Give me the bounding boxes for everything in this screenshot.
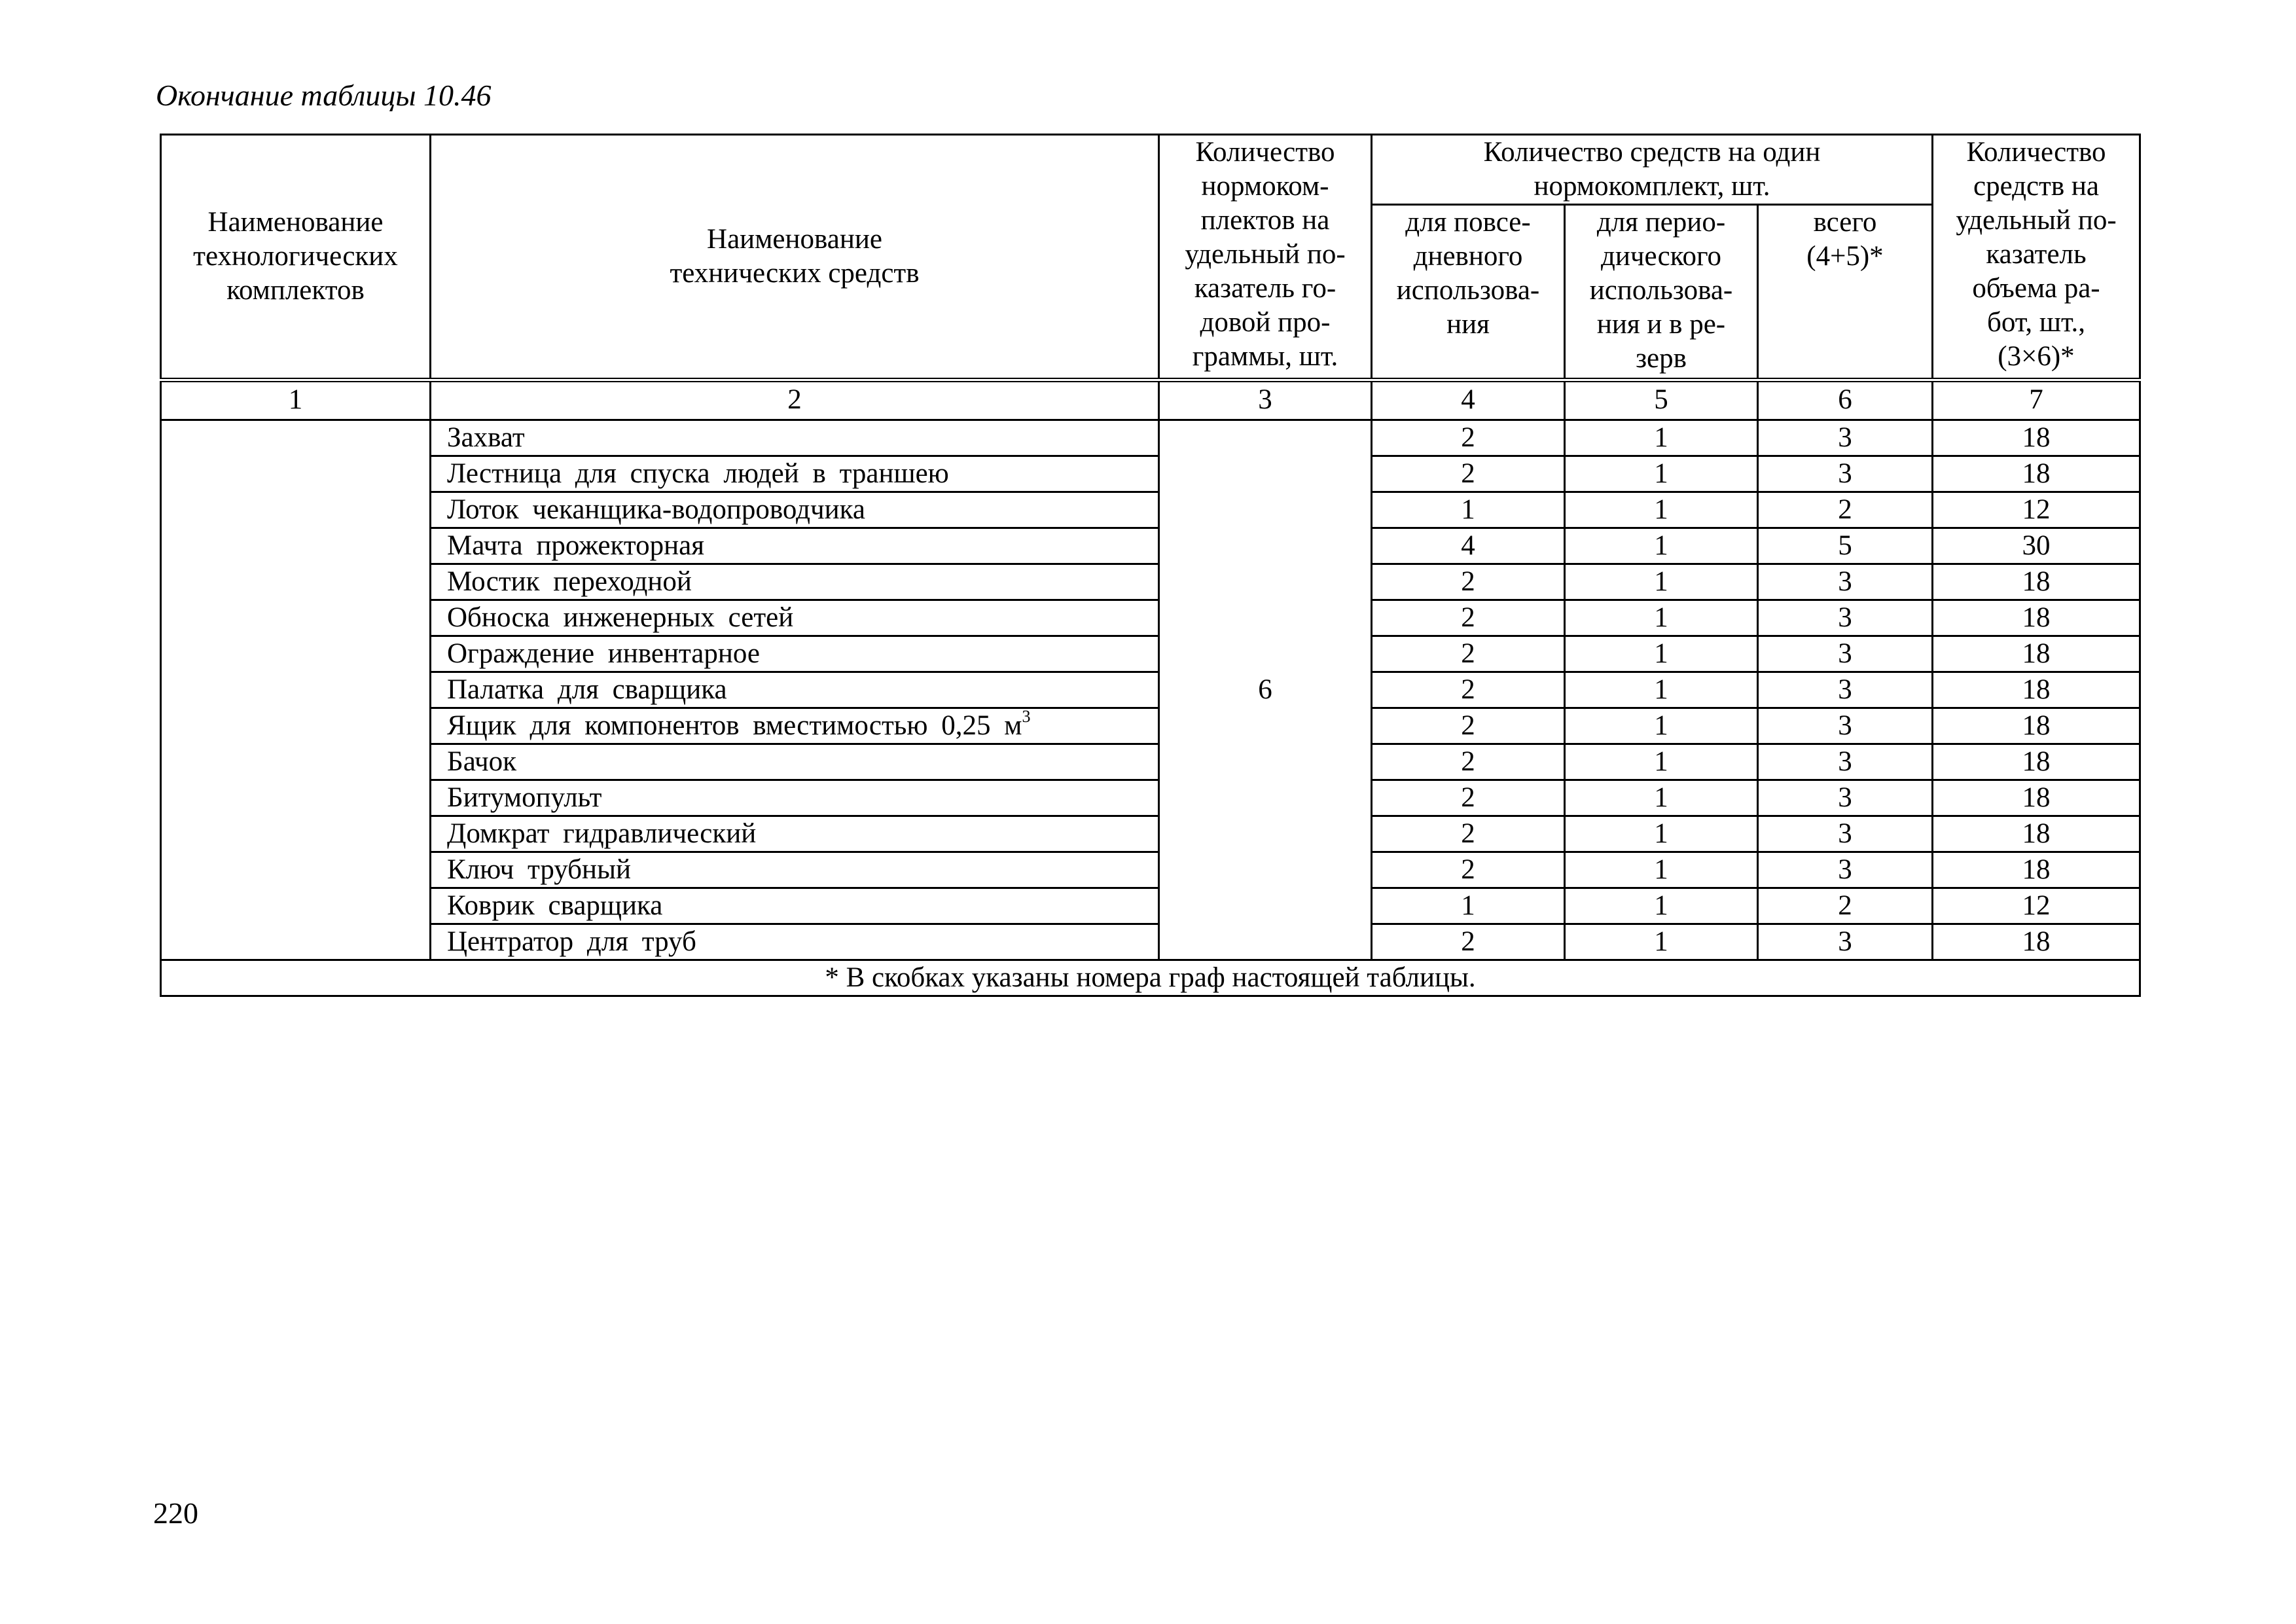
header-kits: Наименование технологических комплектов (161, 135, 431, 380)
equipment-name: Лестница для спуска людей в траншею (431, 456, 1159, 492)
periodic-use-value: 1 (1565, 564, 1758, 600)
table-row (161, 852, 2140, 888)
periodic-use-value: 1 (1565, 636, 1758, 672)
kit-name-cell (161, 420, 431, 960)
total-value: 3 (1758, 564, 1933, 600)
periodic-use-value: 1 (1565, 852, 1758, 888)
periodic-use-value: 1 (1565, 708, 1758, 744)
indicator-total-value: 18 (1933, 456, 2140, 492)
equipment-name: Мостик переходной (431, 564, 1159, 600)
equipment-name: Ограждение инвентарное (431, 636, 1159, 672)
indicator-total-value: 30 (1933, 528, 2140, 564)
header-group-per-set: Количество средств на один нормокомплект, шт. (1372, 135, 1933, 205)
daily-use-value: 2 (1372, 744, 1565, 780)
total-value: 3 (1758, 816, 1933, 852)
table-row (161, 528, 2140, 564)
header-daily-use: для повсе- дневного использова- ния (1372, 205, 1565, 380)
periodic-use-value: 1 (1565, 600, 1758, 636)
total-value: 3 (1758, 636, 1933, 672)
table-body (161, 420, 2140, 996)
column-number-row (161, 380, 2140, 420)
header-norm-sets: Количество нормоком- плектов на удельный по- казатель го- довой про- граммы, шт. (1159, 135, 1372, 380)
total-value: 3 (1758, 744, 1933, 780)
footnote: * В скобках указаны номера граф настоящей таблицы. (161, 960, 2140, 996)
indicator-total-value: 18 (1933, 780, 2140, 816)
indicator-total-value: 18 (1933, 636, 2140, 672)
periodic-use-value: 1 (1565, 816, 1758, 852)
daily-use-value: 4 (1372, 528, 1565, 564)
table-row (161, 924, 2140, 960)
daily-use-value: 2 (1372, 456, 1565, 492)
periodic-use-value: 1 (1565, 924, 1758, 960)
indicator-total-value: 18 (1933, 672, 2140, 708)
table-caption: Окончание таблицы 10.46 (156, 79, 492, 112)
table-row (161, 636, 2140, 672)
periodic-use-value: 1 (1565, 672, 1758, 708)
periodic-use-value: 1 (1565, 888, 1758, 924)
daily-use-value: 2 (1372, 636, 1565, 672)
header-periodic-use: для перио- дического использова- ния и в ре- зерв (1565, 205, 1758, 380)
column-number: 6 (1758, 380, 1933, 420)
indicator-total-value: 18 (1933, 600, 2140, 636)
table-row (161, 456, 2140, 492)
equipment-name-text: Ящик для компонентов вместимостью 0,25 м (447, 710, 1022, 741)
table-row (161, 888, 2140, 924)
indicator-total-value: 18 (1933, 420, 2140, 456)
header-equipment: Наименование технических средств (431, 135, 1159, 380)
table-row (161, 744, 2140, 780)
column-number: 4 (1372, 380, 1565, 420)
table-row (161, 600, 2140, 636)
table-row (161, 780, 2140, 816)
total-value: 3 (1758, 420, 1933, 456)
header-total-per-indicator: Количество средств на удельный по- казатель объема ра- бот, шт., (3×6)* (1933, 135, 2140, 380)
indicator-total-value: 18 (1933, 708, 2140, 744)
daily-use-value: 2 (1372, 672, 1565, 708)
indicator-total-value: 18 (1933, 744, 2140, 780)
total-value: 3 (1758, 672, 1933, 708)
daily-use-value: 2 (1372, 780, 1565, 816)
column-number: 3 (1159, 380, 1372, 420)
header-total: всего (4+5)* (1758, 205, 1933, 380)
table-row (161, 816, 2140, 852)
total-value: 3 (1758, 780, 1933, 816)
equipment-name: Центратор для труб (431, 924, 1159, 960)
total-value: 3 (1758, 924, 1933, 960)
indicator-total-value: 18 (1933, 564, 2140, 600)
periodic-use-value: 1 (1565, 780, 1758, 816)
column-number: 5 (1565, 380, 1758, 420)
footnote-row (161, 960, 2140, 996)
daily-use-value: 1 (1372, 492, 1565, 528)
daily-use-value: 2 (1372, 420, 1565, 456)
indicator-total-value: 12 (1933, 888, 2140, 924)
total-value: 5 (1758, 528, 1933, 564)
column-number: 2 (431, 380, 1159, 420)
daily-use-value: 2 (1372, 816, 1565, 852)
total-value: 2 (1758, 492, 1933, 528)
total-value: 3 (1758, 600, 1933, 636)
total-value: 2 (1758, 888, 1933, 924)
table-row (161, 672, 2140, 708)
daily-use-value: 2 (1372, 564, 1565, 600)
indicator-total-value: 12 (1933, 492, 2140, 528)
equipment-name: Мачта прожекторная (431, 528, 1159, 564)
indicator-total-value: 18 (1933, 852, 2140, 888)
equipment-name: Бачок (431, 744, 1159, 780)
column-number: 7 (1933, 380, 2140, 420)
equipment-name: Ключ трубный (431, 852, 1159, 888)
daily-use-value: 1 (1372, 888, 1565, 924)
equipment-name: Коврик сварщика (431, 888, 1159, 924)
table-row (161, 708, 2140, 744)
total-value: 3 (1758, 852, 1933, 888)
periodic-use-value: 1 (1565, 456, 1758, 492)
indicator-total-value: 18 (1933, 924, 2140, 960)
equipment-name: Захват (431, 420, 1159, 456)
periodic-use-value: 1 (1565, 420, 1758, 456)
equipment-name: Домкрат гидравлический (431, 816, 1159, 852)
table-row (161, 420, 2140, 456)
table-row (161, 564, 2140, 600)
periodic-use-value: 1 (1565, 492, 1758, 528)
column-number: 1 (161, 380, 431, 420)
equipment-table (160, 134, 2141, 997)
periodic-use-value: 1 (1565, 744, 1758, 780)
equipment-name (431, 708, 1159, 744)
indicator-total-value: 18 (1933, 816, 2140, 852)
equipment-name: Обноска инженерных сетей (431, 600, 1159, 636)
norm-sets-value: 6 (1159, 420, 1372, 960)
daily-use-value: 2 (1372, 600, 1565, 636)
total-value: 3 (1758, 456, 1933, 492)
daily-use-value: 2 (1372, 708, 1565, 744)
periodic-use-value: 1 (1565, 528, 1758, 564)
unit-superscript: 3 (1022, 708, 1031, 726)
page-number: 220 (153, 1496, 198, 1530)
equipment-name: Лоток чеканщика-водопроводчика (431, 492, 1159, 528)
total-value: 3 (1758, 708, 1933, 744)
equipment-name: Палатка для сварщика (431, 672, 1159, 708)
equipment-name: Битумопульт (431, 780, 1159, 816)
daily-use-value: 2 (1372, 852, 1565, 888)
table-row (161, 492, 2140, 528)
daily-use-value: 2 (1372, 924, 1565, 960)
